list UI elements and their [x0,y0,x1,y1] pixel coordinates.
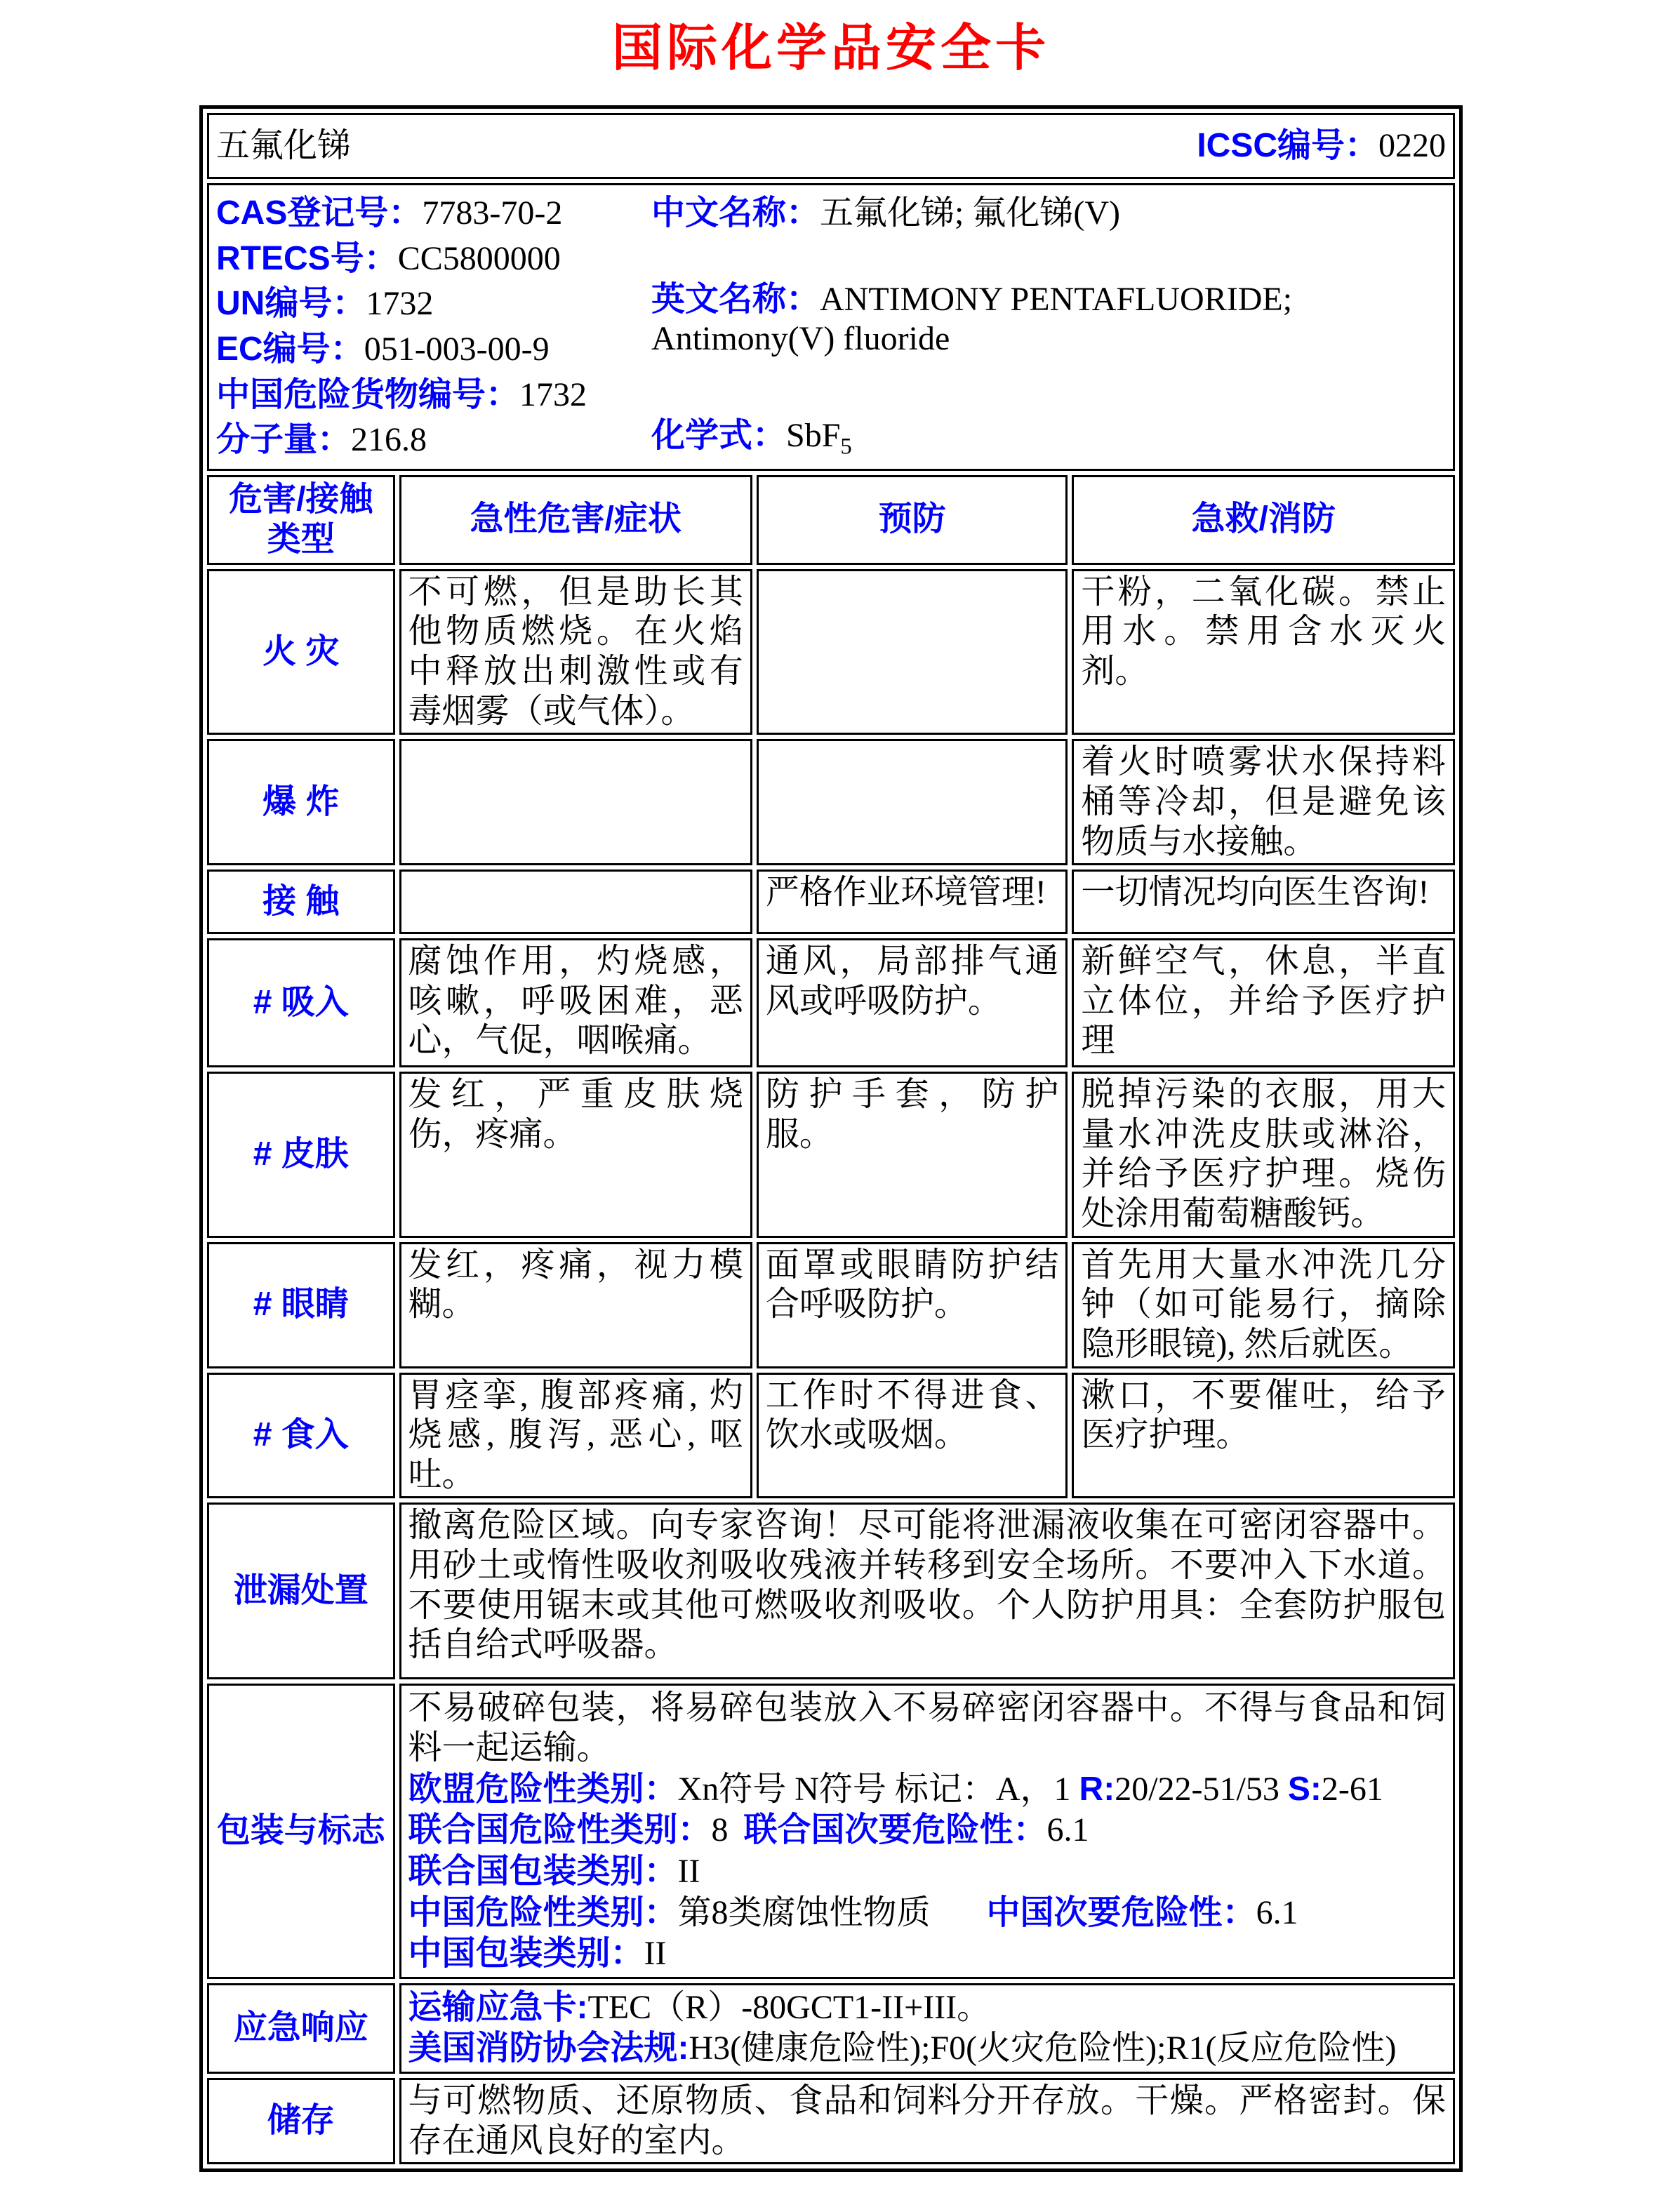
english-name-label: 英文名称： [651,280,820,318]
china-subsidiary-label: 中国次要危险性： [986,1893,1256,1931]
emergency-response-content [399,1983,1455,2074]
nfpa-code-line [408,2029,1446,2069]
icsc-number [1197,126,1446,166]
ingestion-first-aid-cell: 漱口，不要催吐，给予医疗护理。 [1072,1373,1455,1499]
contact-prevention-cell: 严格作业环境管理! [757,870,1068,934]
tec-card-label: 运输应急卡: [408,1988,588,2026]
hazard-row-eyes [207,1242,1455,1368]
hazard-table-header-row [207,475,1455,565]
packaging-labeling-row [207,1684,1455,1978]
header-symptoms: 急性危害/症状 [399,475,752,565]
packaging-intro: 不易破碎包装，将易碎包装放入不易碎密闭容器中。不得与食品和饲料一起运输。 [408,1689,1446,1766]
rtecs-number-label: RTECS号： [216,239,398,277]
un-classification-value: 8 [711,1811,729,1849]
hazard-row-fire [207,569,1455,735]
rtecs-number-line [216,239,651,279]
contact-first-aid-cell: 一切情况均向医生咨询! [1072,870,1455,934]
emergency-response-label: 应急响应 [207,1983,395,2074]
tec-card-line [408,1988,1446,2028]
formula-value [786,416,852,460]
icsc-number-label: ICSC编号： [1197,126,1378,164]
contact-symptoms-cell [399,870,752,934]
un-number-line [216,284,651,324]
ec-number-value: 051-003-00-9 [364,330,550,368]
storage-text: 与可燃物质、还原物质、食品和饲料分开存放。干燥。严格密封。保存在通风良好的室内。 [399,2078,1455,2164]
china-classification-value: 第8类腐蚀性物质 [677,1893,931,1931]
ingestion-prevention-cell: 工作时不得进食、饮水或吸烟。 [757,1373,1068,1499]
un-packing-group-label: 联合国包装类别： [408,1852,678,1890]
substance-header-cell [207,113,1455,179]
cas-number-line [216,194,651,234]
emergency-response-row [207,1983,1455,2074]
inhalation-symptoms-cell: 腐蚀作用，灼烧感，咳嗽，呼吸困难，恶心，气促，咽喉痛。 [399,938,752,1067]
un-classification-line [408,1811,1446,1851]
china-dg-number-value: 1732 [519,375,587,413]
eyes-first-aid-cell: 首先用大量水冲洗几分钟（如可能易行，摘除隐形眼镜), 然后就医。 [1072,1242,1455,1368]
ec-number-line [216,330,651,370]
fire-prevention-cell [757,569,1068,735]
china-subsidiary-value: 6.1 [1256,1893,1298,1931]
un-classification-label: 联合国危险性类别： [408,1811,712,1849]
skin-prevention-cell: 防护手套，防护服。 [757,1072,1068,1238]
header-first-aid: 急救/消防 [1072,475,1455,565]
icsc-card-table [199,105,1463,2172]
chinese-name-value: 五氟化锑; 氟化锑(V) [820,194,1120,232]
china-packing-group-value: II [644,1935,667,1973]
fire-symptoms-cell: 不可燃，但是助长其他物质燃烧。在火焰中释放出刺激性或有毒烟雾（或气体）。 [399,569,752,735]
formula-base: SbF [786,416,841,454]
ingestion-type-label: # 食入 [207,1373,395,1499]
formula-label: 化学式： [651,416,787,454]
china-classification-label: 中国危险性类别： [408,1893,678,1931]
nfpa-code-label: 美国消防协会法规: [408,2030,689,2067]
packaging-labeling-content [399,1684,1455,1978]
header-hazard-type [207,475,395,565]
skin-type-label: # 皮肤 [207,1072,395,1238]
packaging-labeling-label: 包装与标志 [207,1684,395,1978]
inhalation-type-label: # 吸入 [207,938,395,1067]
chinese-name-label: 中文名称： [651,194,820,232]
eyes-symptoms-cell: 发红，疼痛，视力模糊。 [399,1242,752,1368]
eu-classification-label: 欧盟危险性类别： [408,1770,678,1808]
identification-row [207,183,1455,471]
un-subsidiary-value: 6.1 [1046,1811,1089,1849]
ec-number-label: EC编号： [216,330,364,368]
hazard-row-contact [207,870,1455,934]
hazard-row-skin [207,1072,1455,1238]
chinese-name-line [651,194,1446,234]
storage-label: 储存 [207,2078,395,2164]
inhalation-first-aid-cell: 新鲜空气，休息，半直立体位，并给予医疗护理 [1072,938,1455,1067]
eu-classification-line [408,1770,1446,1810]
spill-disposal-text: 撤离危险区域。向专家咨询！尽可能将泄漏液收集在可密闭容器中。用砂土或惰性吸收剂吸收残液并转移到安全场所。不要冲入下水道。不要使用锯末或其他可燃吸收剂吸收。个人防护用具：全套防护服包括自给式呼吸器。 [399,1503,1455,1679]
china-packing-group-label: 中国包装类别： [408,1935,644,1973]
english-name-line [651,280,1446,359]
explosion-type-label: 爆 炸 [207,739,395,865]
un-number-label: UN编号： [216,285,366,323]
header-hazard-type-line1: 危害/接触 [229,481,373,519]
fire-type-label: 火 灾 [207,569,395,735]
substance-header-row [207,113,1455,179]
id-spacer [651,362,1446,413]
un-subsidiary-label: 联合国次要危险性： [743,1811,1047,1849]
explosion-first-aid-cell: 着火时喷雾状水保持料桶等冷却，但是避免该物质与水接触。 [1072,739,1455,865]
rtecs-number-value: CC5800000 [397,239,561,277]
explosion-symptoms-cell [399,739,752,865]
ingestion-symptoms-cell: 胃痉挛, 腹部疼痛, 灼烧感, 腹泻, 恶心, 呕吐。 [399,1373,752,1499]
china-dg-number-line [216,375,651,415]
hazard-row-inhalation [207,938,1455,1067]
substance-name-row [216,126,1446,166]
eu-s-phrases-value: 2-61 [1321,1770,1383,1808]
identification-right-column [651,187,1446,467]
explosion-prevention-cell [757,739,1068,865]
contact-type-label: 接 触 [207,870,395,934]
nfpa-code-value: H3(健康危险性);F0(火灾危险性);R1(反应危险性) [689,2030,1397,2067]
china-dg-number-label: 中国危险货物编号： [216,375,520,413]
skin-symptoms-cell: 发红，严重皮肤烧伤，疼痛。 [399,1072,752,1238]
spill-disposal-label: 泄漏处置 [207,1503,395,1679]
molecular-weight-line [216,420,651,460]
china-packing-group-line [408,1934,1446,1974]
header-prevention: 预防 [757,475,1068,565]
eu-classification-value: Xn符号 N符号 标记：A，1 [677,1770,1079,1808]
skin-first-aid-cell: 脱掉污染的衣服，用大量水冲洗皮肤或淋浴，并给予医疗护理。烧伤处涂用葡萄糖酸钙。 [1072,1072,1455,1238]
identification-wrap [216,187,1446,467]
eu-s-phrases-label: S: [1287,1770,1322,1808]
eyes-type-label: # 眼睛 [207,1242,395,1368]
tec-card-value: TEC（R）-80GCT1-II+III。 [587,1988,991,2026]
formula-subscript: 5 [840,434,852,460]
hazard-row-explosion [207,739,1455,865]
fire-first-aid-cell: 干粉，二氧化碳。禁止用水。禁用含水灭火剂。 [1072,569,1455,735]
header-hazard-type-line2: 类型 [267,520,335,558]
identification-left-column [216,187,651,467]
cas-number-label: CAS登记号： [216,194,423,232]
icsc-number-value: 0220 [1378,126,1446,164]
un-number-value: 1732 [366,285,434,323]
molecular-weight-value: 216.8 [351,421,427,459]
identification-cell [207,183,1455,471]
spill-disposal-row [207,1503,1455,1679]
un-packing-group-line [408,1852,1446,1892]
formula-line [651,416,1446,460]
eu-r-phrases-value: 20/22-51/53 [1115,1770,1288,1808]
substance-name: 五氟化锑 [216,126,352,164]
inhalation-prevention-cell: 通风，局部排气通风或呼吸防护。 [757,938,1068,1067]
china-classification-line [408,1893,1446,1933]
un-packing-group-value: II [677,1852,700,1890]
eyes-prevention-cell: 面罩或眼睛防护结合呼吸防护。 [757,1242,1068,1368]
cas-number-value: 7783-70-2 [422,194,563,232]
eu-r-phrases-label: R: [1079,1770,1115,1808]
page-title: 国际化学品安全卡 [611,20,1050,76]
storage-row [207,2078,1455,2164]
molecular-weight-label: 分子量： [216,421,352,459]
hazard-row-ingestion [207,1373,1455,1499]
english-name-value: ANTIMONY PENTAFLUORIDE; Antimony(V) fluoride [651,280,1293,358]
